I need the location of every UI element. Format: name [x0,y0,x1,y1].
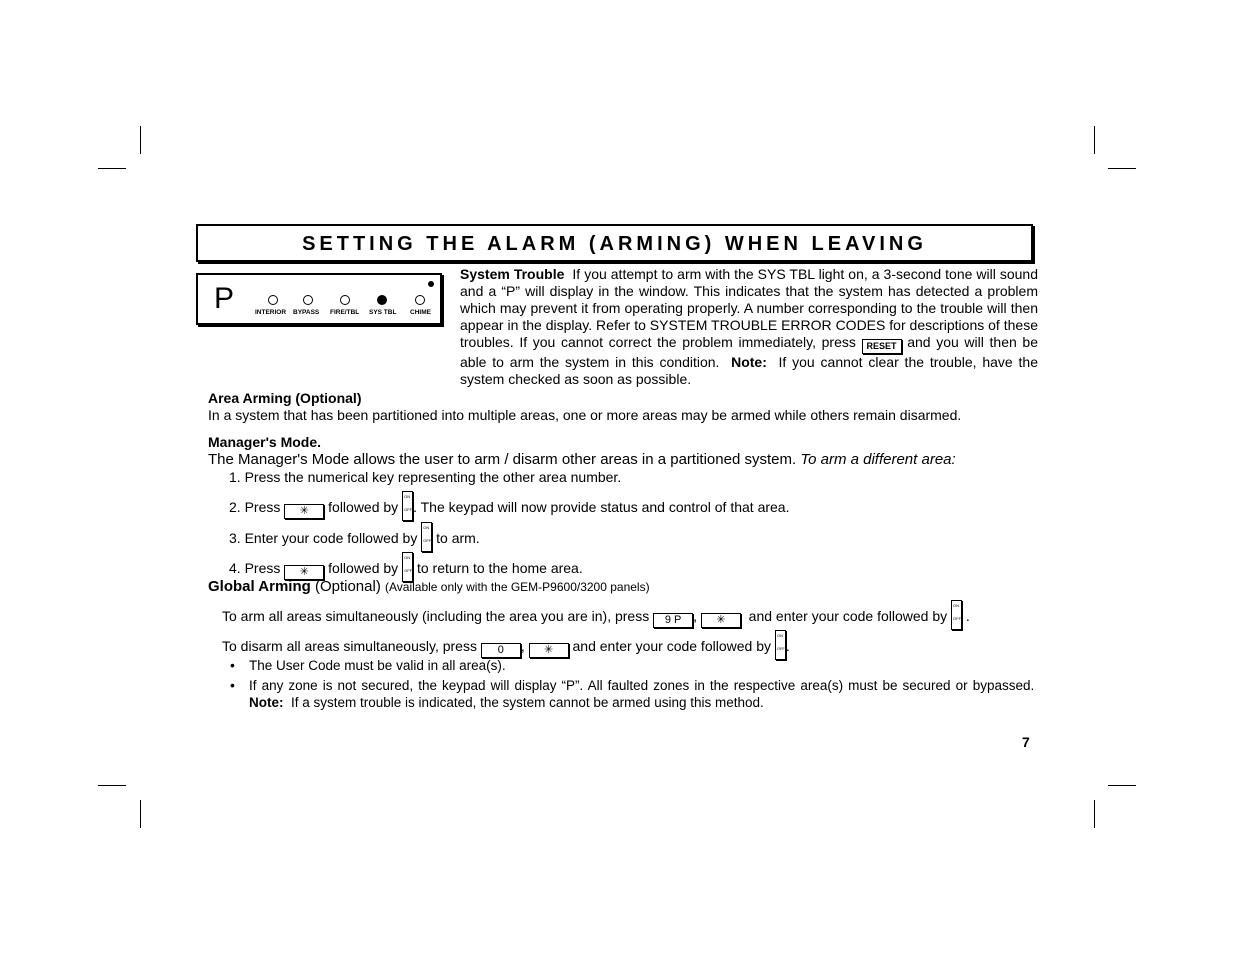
star-key: ✳ [284,504,324,519]
nine-p-key: 9 P [653,613,693,628]
off-label: OFF [423,538,432,543]
chime-led [415,295,425,305]
system-trouble-heading: System Trouble [460,266,565,282]
display-glyph: P [214,282,235,315]
step-4-text: 4. Press [229,560,281,576]
star-key: ✳ [701,613,741,628]
system-trouble-paragraph [460,266,1038,388]
global-arming-title: Global Arming [208,578,311,595]
crop-mark [1108,168,1136,169]
bypass-label: BYPASS [293,309,320,316]
step-3-text: 3. Enter your code followed by [229,530,418,546]
step-4-text: to return to the home area. [416,560,583,576]
indicator-dot [428,281,434,287]
star-key: ✳ [284,565,324,580]
system-trouble-text: If you attempt to arm with the SYS TBL light on, a 3-second tone will sound and a “P” will display in the window. This indicates that the system has detected a problem which may prevent it from operating properly. A number corresponding to the trouble will then appear in the display. Refer to SYSTEM TROUBLE ERROR CODES for descriptions of these troubles. If you cannot correct the problem immediately, press [460,266,1038,350]
page-title: SETTING THE ALARM (ARMING) WHEN LEAVING [302,233,927,255]
global-arm-text: and enter your code followed by [748,608,948,624]
global-arming-heading [208,578,650,596]
step-1: 1. Press the numerical key representing the other area number. [229,469,622,485]
on-label: ON [404,555,411,560]
crop-mark [98,785,126,786]
on-off-key [775,630,786,660]
on-off-key [402,491,413,521]
area-arming-heading: Area Arming (Optional) [208,390,362,406]
global-arming-optional: (Optional) [314,578,381,595]
managers-mode-heading: Manager's Mode. [208,434,322,450]
sys-tbl-label: SYS TBL [369,309,397,316]
zero-key: 0 [481,643,521,658]
step-4-text: followed by [328,560,399,576]
step-2 [229,491,789,521]
step-3 [229,522,480,552]
global-arm-text: To arm all areas simultaneously (including the area you are in), press [222,608,650,624]
off-label: OFF [953,616,962,621]
interior-label: INTERIOR [255,309,287,316]
reset-key: RESET [862,339,902,354]
fire-tbl-led [340,295,350,305]
bullet-icon: • [230,657,235,673]
bullet-item-2 [249,677,1038,711]
crop-mark [1094,800,1095,828]
bullet-item-2-text: If any zone is not secured, the keypad will display “P”. All faulted zones in the respective area(s) must be secured or bypassed. [249,678,1035,693]
chime-label: CHIME [410,309,431,316]
bullet-item-2-note: If a system trouble is indicated, the system cannot be armed using this method. [291,695,764,710]
keypad-display-panel [196,273,442,325]
sys-tbl-led [377,295,387,305]
note-label: Note: [249,695,284,710]
on-off-key [951,600,962,630]
star-key: ✳ [529,643,569,658]
managers-mode-intro-text: The Manager's Mode allows the user to arm / disarm other areas in a partitioned system. [208,451,797,468]
on-label: ON [776,633,783,638]
step-3-text: to arm. [436,530,480,546]
crop-mark [1094,126,1095,154]
interior-led [268,295,278,305]
off-label: OFF [404,568,413,573]
on-label: ON [423,525,430,530]
global-disarm-text: and enter your code followed by [572,638,771,654]
fire-tbl-label: FIRE/TBL [330,309,360,316]
area-arming-text: In a system that has been partitioned into multiple areas, one or more areas may be armed while others remain disarmed. [208,407,962,423]
step-2-text: followed by [328,499,399,515]
bullet-item-1: The User Code must be valid in all area(s). [249,658,506,673]
step-2-text: 2. Press [229,499,281,515]
system-trouble-text2: and you will then be able to arm the system in this condition. [460,334,1038,370]
managers-mode-intro [208,451,956,468]
system-trouble-text3: If you cannot clear the trouble, have the system checked as soon as possible. [460,354,1039,387]
crop-mark [98,168,126,169]
crop-mark [140,800,141,828]
on-off-key [421,522,432,552]
step-2-text: . The keypad will now provide status and control of that area. [413,499,790,515]
off-label: OFF [404,507,413,512]
bypass-led [303,295,313,305]
on-label: ON [404,494,411,499]
title-box [196,224,1033,262]
crop-mark [1108,785,1136,786]
global-disarm-text: To disarm all areas simultaneously, press [222,638,477,654]
global-arm-line: To arm all areas simultaneously (including the area you are in), press 9 P , ✳ and enter your code followed by ON OFF . [222,600,970,630]
global-arming-note: (Available only with the GEM-P9600/3200 panels) [384,580,650,594]
managers-mode-intro-italic: To arm a different area: [800,451,956,468]
crop-mark [140,126,141,154]
on-label: ON [953,603,960,608]
bullet-icon: • [230,677,235,693]
note-label: Note: [731,354,767,370]
global-disarm-line: To disarm all areas simultaneously, press 0 , ✳ and enter your code followed by ON OFF . [222,630,790,660]
off-label: OFF [776,646,785,651]
page-number: 7 [1022,734,1030,750]
